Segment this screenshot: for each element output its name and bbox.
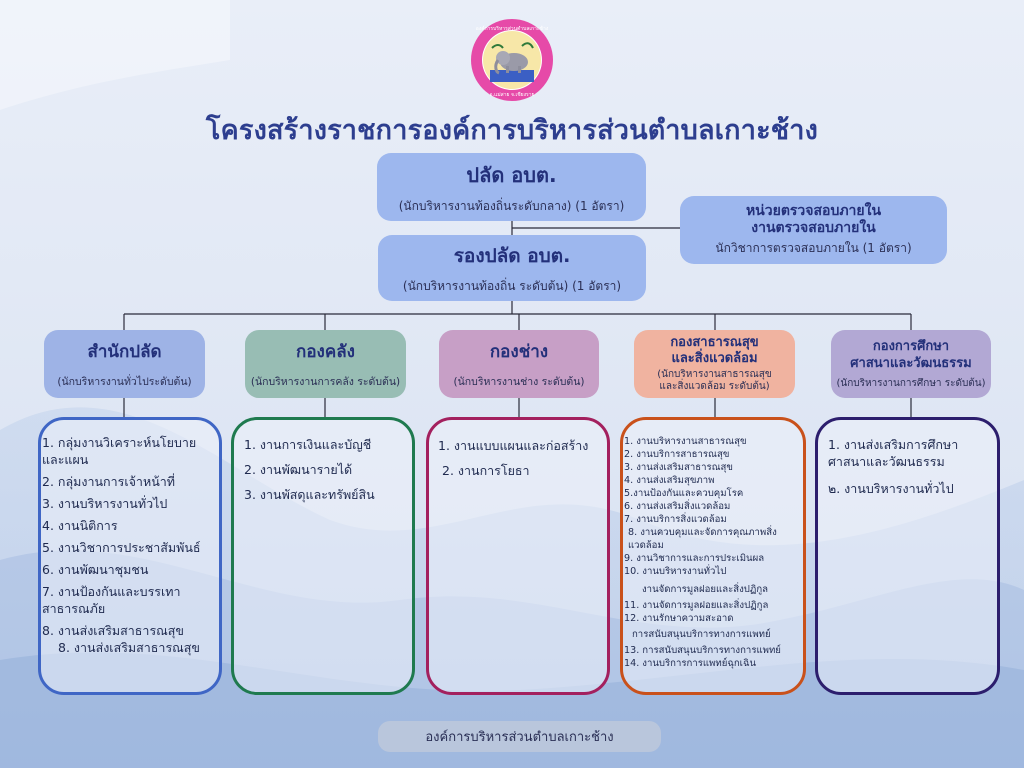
list-item: 6. งานส่งเสริมสิ่งแวดล้อม [624,501,731,512]
list-item: 7. งานบริการสิ่งแวดล้อม [624,514,727,525]
list-item: 9. งานวิชาการและการประเมินผล [624,553,765,564]
chief-position-box [377,153,646,221]
list-item: 1. งานบริหารงานสาธารณสุข [624,436,747,447]
footer-label: องค์การบริหารส่วนตำบลเกาะช้าง [378,721,661,752]
dept-header-finance [245,330,406,398]
dept-header-public-health [634,330,795,398]
dept-subtitle-line1: (นักบริหารงานสาธารณสุข [657,369,772,380]
list-item: 1. งานส่งเสริมการศึกษาศาสนาและวัฒนธรรม [828,437,959,469]
list-item: 3. งานส่งเสริมสาธารณสุข [624,462,733,473]
svg-text:องค์การบริหารส่วนตำบลเกาะช้าง: องค์การบริหารส่วนตำบลเกาะช้าง [475,26,549,32]
dept-items-finance [244,436,412,511]
list-item: 2. งานการโยธา [442,463,530,478]
list-item: 10. งานบริหารงานทั่วไป [624,566,727,577]
svg-text:อ.แม่สาย จ.เชียงราย: อ.แม่สาย จ.เชียงราย [489,92,535,98]
list-item: 1. งานการเงินและบัญชี [244,437,372,452]
elephant-seal-icon [470,18,554,102]
dept-subtitle: (นักบริหารงานทั่วไประดับต้น) [57,376,192,388]
dept-title-line2: และสิ่งแวดล้อม [671,351,758,366]
page-title: โครงสร้างราชการองค์การบริหารส่วนตำบลเกาะช้าง [205,115,819,146]
list-item: 2. งานบริการสาธารณสุข [624,449,730,460]
list-item: 13. การสนับสนุนบริการทางการแพทย์ [624,645,781,656]
chief-subtitle: (นักบริหารงานท้องถิ่นระดับกลาง) (1 อัตรา) [398,198,625,213]
dept-title-line1: กองสาธารณสุข [670,335,759,350]
deputy-position-box [378,235,646,301]
list-item: 3. งานพัสดุและทรัพย์สิน [244,487,375,502]
audit-title-line1: หน่วยตรวจสอบภายใน [745,202,882,219]
dept-header-education [831,330,991,398]
dept-header-engineering [439,330,599,398]
audit-title-line2: งานตรวจสอบภายใน [751,219,876,236]
dept-subtitle-line2: และสิ่งแวดล้อม ระดับต้น) [659,381,770,392]
list-item: 7. งานป้องกันและบรรเทาสาธารณภัย [42,584,181,616]
dept-items-public-health [624,435,806,670]
list-item: งานจัดการมูลฝอยและสิ่งปฏิกูล [642,584,769,595]
dept-subtitle: (นักบริหารงานการคลัง ระดับต้น) [250,376,401,388]
dept-items-education [828,436,996,507]
list-item: ๒. งานบริหารงานทั่วไป [828,481,954,496]
audit-subtitle: นักวิชาการตรวจสอบภายใน (1 อัตรา) [715,240,912,255]
internal-audit-box [680,196,947,264]
list-item: 2. กลุ่มงานการเจ้าหน้าที่ [42,474,175,489]
dept-items-office [42,434,218,661]
organization-logo [470,18,554,102]
dept-title: สำนักปลัด [87,342,162,362]
dept-subtitle: (นักบริหารงานช่าง ระดับต้น) [453,376,585,388]
list-item: 5. งานวิชาการประชาสัมพันธ์ [42,540,201,555]
list-item: 8. งานควบคุมและจัดการคุณภาพสิ่งแวดล้อม [628,527,777,551]
dept-header-office [44,330,205,398]
dept-title-line1: กองการศึกษา [872,338,950,354]
list-item: 8. งานส่งเสริมสาธารณสุข [58,640,200,655]
list-item: 5.งานป้องกันและควบคุมโรค [624,488,744,499]
dept-title: กองคลัง [296,342,355,362]
list-item: 6. งานพัฒนาชุมชน [42,562,149,577]
list-item: 4. งานนิติการ [42,518,118,533]
list-item: 11. งานจัดการมูลฝอยและสิ่งปฏิกูล [624,600,769,611]
list-item: 12. งานรักษาความสะอาด [624,613,734,624]
list-item: การสนับสนุนบริการทางการแพทย์ [632,629,771,640]
dept-title-line2: ศาสนาและวัฒนธรรม [850,355,972,371]
dept-title: กองช่าง [489,342,549,362]
chief-title: ปลัด อบต. [466,162,557,187]
list-item: 1. กลุ่มงานวิเคราะห์นโยบายและแผน [42,435,197,467]
deputy-title: รองปลัด อบต. [453,244,571,267]
list-item: 4. งานส่งเสริมสุขภาพ [624,475,715,486]
list-item: 14. งานบริการการแพทย์ฉุกเฉิน [624,658,757,669]
list-item: 3. งานบริหารงานทั่วไป [42,496,168,511]
dept-subtitle: (นักบริหารงานการศึกษา ระดับต้น) [836,377,986,389]
list-item: 2. งานพัฒนารายได้ [244,462,353,477]
list-item: 8. งานส่งเสริมสาธารณสุข [42,623,184,638]
list-item: 1. งานแบบแผนและก่อสร้าง [438,438,589,453]
deputy-subtitle: (นักบริหารงานท้องถิ่น ระดับต้น) (1 อัตรา) [402,278,622,293]
dept-items-engineering [438,437,606,487]
